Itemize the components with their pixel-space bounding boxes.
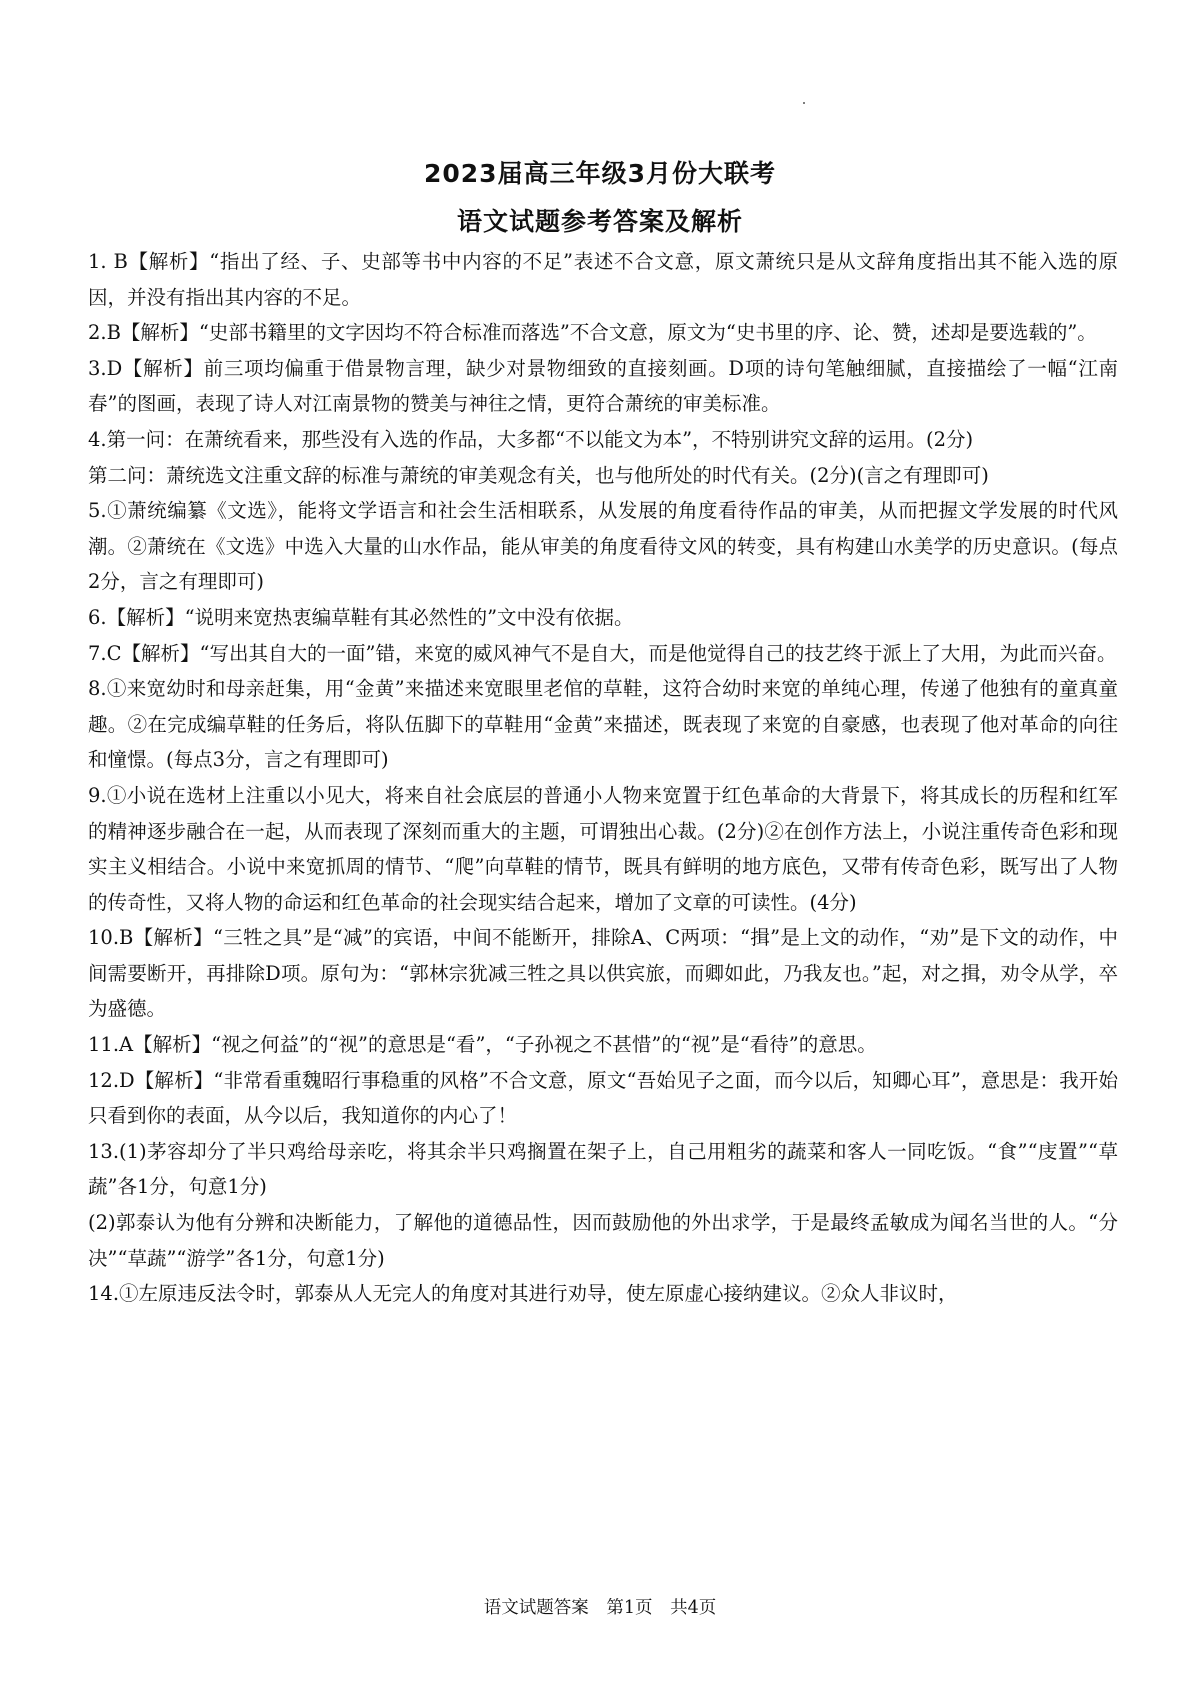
- answer-12: 12.D【解析】“非常看重魏昭行事稳重的风格”不合文意，原文“吾始见子之面，而今以后，知卿心耳”，意思是：我开始只看到你的表面，从今以后，我知道你的内心了！: [88, 1068, 1118, 1128]
- answer-7: 7.C【解析】“写出其自大的一面”错，来宽的威风神气不是自大，而是他觉得自己的技艺终于派上了大用，为此而兴奋。: [88, 641, 1117, 665]
- document-title: 2023届高三年级3月份大联考: [424, 159, 776, 188]
- answer-4-part-1: 4.第一问：在萧统看来，那些没有入选的作品，大多都“不以能文为本”，不特别讲究文辞的运用。(2分): [88, 427, 974, 451]
- answer-9: 9.①小说在选材上注重以小见大，将来自社会底层的普通小人物来宽置于红色革命的大背景下，将其成长的历程和红军的精神逐步融合在一起，从而表现了深刻而重大的主题，可谓独出心裁。(2分)②在创作方法上，小说注重传奇色彩和现实主义相结合。小说中来宽抓周的情节、“爬”向草鞋的情节，既具有鲜明的地方底色，又带有传奇色彩，既写出了人物的传奇性，又将人物的命运和红色革命的社会现实结合起来，增加了文章的可读性。(4分): [88, 783, 1118, 914]
- answer-14: 14.①左原违反法令时，郭泰从人无完人的角度对其进行劝导，使左原虚心接纳建议。②众人非议时，: [88, 1282, 958, 1306]
- answer-10: 10.B【解析】“三牲之具”是“减”的宾语，中间不能断开，排除A、C两项：“揖”是上文的动作，“劝”是下文的动作，中间需要断开，再排除D项。原句为：“郭林宗犹减三牲之具以供宾旅，而卿如此，乃我友也。”起，对之揖，劝令从学，卒为盛德。: [88, 926, 1118, 1021]
- answer-11: 11.A【解析】“视之何益”的“视”的意思是“看”，“子孙视之不甚惜”的“视”是“看待”的意思。: [88, 1033, 877, 1057]
- footer-page-number: 第1页: [606, 1598, 653, 1618]
- document-subtitle: 语文试题参考答案及解析: [456, 207, 743, 236]
- answer-6: 6.【解析】“说明来宽热衷编草鞋有其必然性的”文中没有依据。: [88, 605, 634, 629]
- answer-body: [88, 244, 1118, 1312]
- answer-13-part-1: 13.(1)茅容却分了半只鸡给母亲吃，将其余半只鸡搁置在架子上，自己用粗劣的蔬菜和客人一同吃饭。“食”“庋置”“草蔬”各1分，句意1分): [88, 1139, 1118, 1199]
- answer-5: 5.①萧统编纂《文选》，能将文学语言和社会生活相联系，从发展的角度看待作品的审美，从而把握文学发展的时代风潮。②萧统在《文选》中选入大量的山水作品，能从审美的角度看待文风的转变，具有构建山水美学的历史意识。(每点2分，言之有理即可): [88, 499, 1118, 594]
- answer-2: 2.B【解析】“史部书籍里的文字因均不符合标准而落选”不合文意，原文为“史书里的序、论、赞，述却是要选载的”。: [88, 321, 1097, 345]
- answer-4-part-2: 第二问：萧统选文注重文辞的标准与萧统的审美观念有关，也与他所处的时代有关。(2分)(言之有理即可): [88, 463, 989, 487]
- footer-total-pages: 共4页: [670, 1598, 717, 1618]
- scan-dot: [803, 102, 805, 104]
- answer-3: 3.D【解析】前三项均偏重于借景物言理，缺少对景物细致的直接刻画。D项的诗句笔触细腻，直接描绘了一幅“江南春”的图画，表现了诗人对江南景物的赞美与神往之情，更符合萧统的审美标准。: [88, 356, 1118, 416]
- footer-subject: 语文试题答案: [483, 1598, 589, 1618]
- answer-8: 8.①来宽幼时和母亲赶集，用“金黄”来描述来宽眼里老倌的草鞋，这符合幼时来宽的单纯心理，传递了他独有的童真童趣。②在完成编草鞋的任务后，将队伍脚下的草鞋用“金黄”来描述，既表现了来宽的自豪感，也表现了他对革命的向往和憧憬。(每点3分，言之有理即可): [88, 677, 1118, 772]
- answer-13-part-2: (2)郭泰认为他有分辨和决断能力，了解他的道德品性，因而鼓励他的外出求学，于是最终孟敏成为闻名当世的人。“分决”“草蔬”“游学”各1分，句意1分): [88, 1211, 1118, 1270]
- answer-1: 1. B【解析】“指出了经、子、史部等书中内容的不足”表述不合文意，原文萧统只是从文辞角度指出其不能入选的原因，并没有指出其内容的不足。: [88, 250, 1118, 309]
- page-footer: [0, 1594, 1200, 1619]
